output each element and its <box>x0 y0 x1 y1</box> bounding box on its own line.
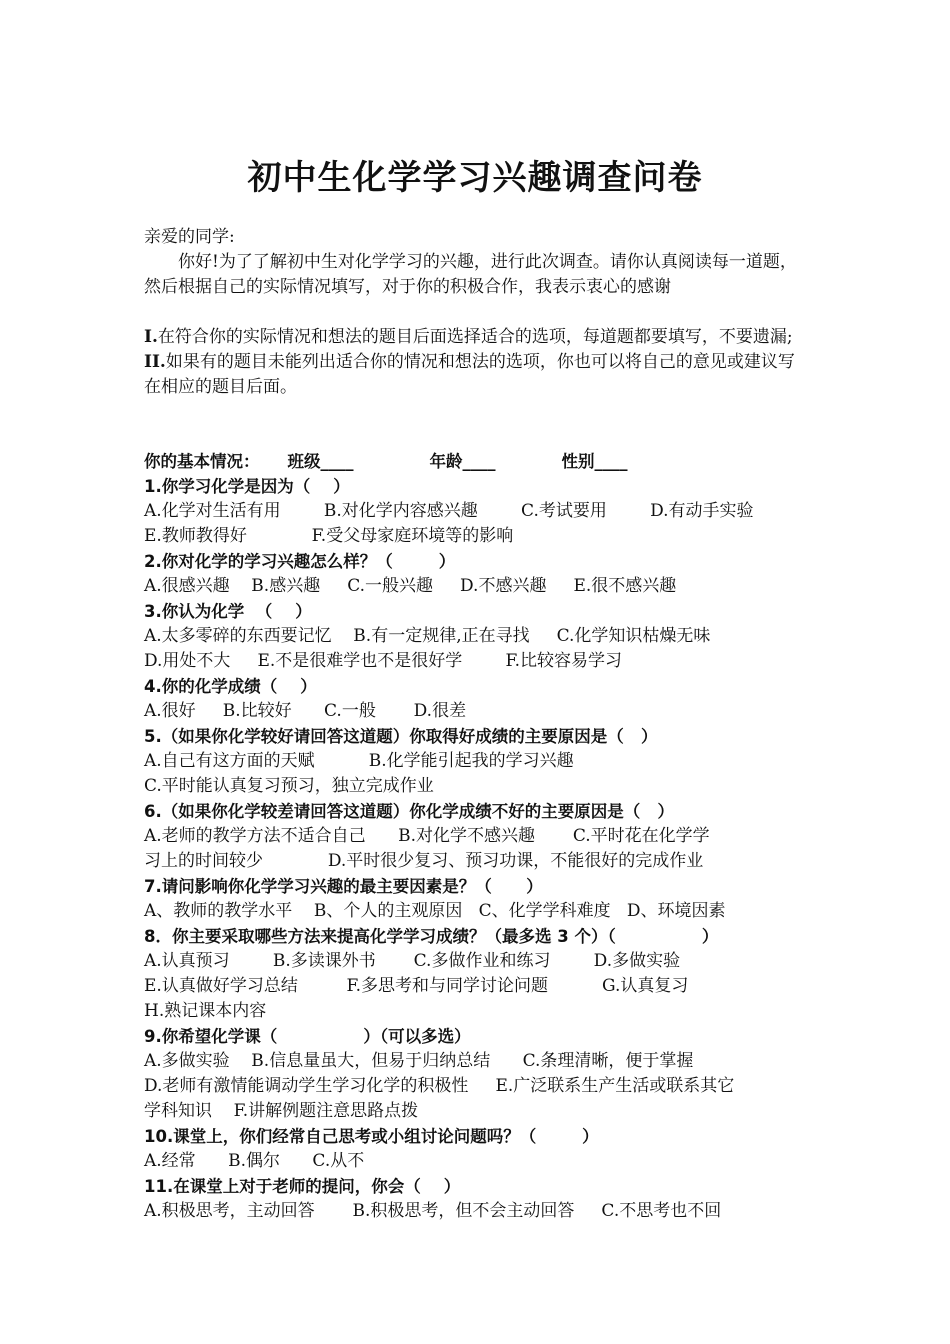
age-field[interactable]: 年龄____ <box>429 452 496 471</box>
question-options: E.教师教得好 F.受父母家庭环境等的影响 <box>144 526 514 546</box>
question-title: 7.请问影响你化学学习兴趣的最主要因素是？（ ） <box>144 877 543 896</box>
question-options: D.老师有激情能调动学生学习化学的积极性 E.广泛联系生产生活或联系其它 <box>144 1076 735 1096</box>
question-title: 9.你希望化学课（ ）（可以多选） <box>144 1027 471 1046</box>
question-options: E.认真做好学习总结 F.多思考和与同学讨论问题 G.认真复习 <box>144 976 689 996</box>
question-title: 8．你主要采取哪些方法来提高化学学习成绩？（最多选 3 个）（ ） <box>144 927 719 946</box>
question-options: A.很好 B.比较好 C.一般 D.很差 <box>144 701 467 721</box>
intro-section <box>144 225 809 400</box>
question-options: D.用处不大 E.不是很难学也不是很好学 F.比较容易学习 <box>144 651 623 671</box>
question-title: 5.（如果你化学较好请回答这道题）你取得好成绩的主要原因是（ ） <box>144 727 658 746</box>
question-options: A.多做实验 B.信息量虽大，但易于归纳总结 C.条理清晰，便于掌握 <box>144 1051 694 1071</box>
document-title: 初中生化学学习兴趣调查问卷 <box>247 158 703 198</box>
question-options: A.化学对生活有用 B.对化学内容感兴趣 C.考试要用 D.有动手实验 <box>144 501 754 521</box>
question-options: A.太多零碎的东西要记忆 B.有一定规律,正在寻找 C.化学知识枯燥无味 <box>144 626 711 646</box>
greeting: 亲爱的同学: <box>144 227 235 247</box>
instruction-2-text: 如果有的题目未能列出适合你的情况和想法的选项，你也可以将自己的意见或建议写在相应的题目后面。 <box>144 352 795 397</box>
instruction-1 <box>144 325 809 350</box>
class-field[interactable]: 班级____ <box>287 452 354 471</box>
intro-paragraph: 你好!为了了解初中生对化学学习的兴趣，进行此次调查。请你认真阅读每一道题，然后根据自己的实际情况填写，对于你的积极合作，我表示衷心的感谢 <box>144 252 797 297</box>
question-options: C.平时能认真复习预习，独立完成作业 <box>144 776 434 796</box>
question-title: 1.你学习化学是因为（ ） <box>144 477 350 496</box>
question-options: 习上的时间较少 D.平时很少复习、预习功课，不能很好的完成作业 <box>144 851 704 871</box>
question-options: A.老师的教学方法不适合自己 B.对化学不感兴趣 C.平时花在化学学 <box>144 826 710 846</box>
question-options: A.积极思考，主动回答 B.积极思考，但不会主动回答 C.不思考也不回 <box>144 1201 722 1221</box>
question-title: 6.（如果你化学较差请回答这道题）你化学成绩不好的主要原因是（ ） <box>144 802 674 821</box>
question-title: 3.你认为化学 （ ） <box>144 602 312 621</box>
question-options: A.经常 B.偶尔 C.从不 <box>144 1151 365 1171</box>
question-title: 2.你对化学的学习兴趣怎么样？（ ） <box>144 552 456 571</box>
instruction-1-text: 在符合你的实际情况和想法的题目后面选择适合的选项，每道题都要填写，不要遗漏; <box>157 327 793 347</box>
basic-info-label: 你的基本情况： <box>144 452 260 471</box>
question-title: 4.你的化学成绩（ ） <box>144 677 317 696</box>
question-options: A.自己有这方面的天赋 B.化学能引起我的学习兴趣 <box>144 751 574 771</box>
basic-info-row <box>144 449 809 474</box>
question-options: A、教师的教学水平 B、个人的主观原因 C、化学学科难度 D、环境因素 <box>144 901 726 921</box>
instruction-2-num: II. <box>144 352 166 372</box>
question-title: 11.在课堂上对于老师的提问，你会（ ） <box>144 1177 461 1196</box>
question-title: 10.课堂上，你们经常自己思考或小组讨论问题吗？（ ） <box>144 1127 599 1146</box>
instruction-2 <box>144 350 809 400</box>
question-options: A.认真预习 B.多读课外书 C.多做作业和练习 D.多做实验 <box>144 951 681 971</box>
questions-list <box>144 474 809 1224</box>
question-options: A.很感兴趣 B.感兴趣 C.一般兴趣 D.不感兴趣 E.很不感兴趣 <box>144 576 677 596</box>
question-options: H.熟记课本内容 <box>144 1001 267 1021</box>
gender-field[interactable]: 性别____ <box>561 452 628 471</box>
instruction-1-num: I. <box>144 327 158 347</box>
question-options: 学科知识 F.讲解例题注意思路点拨 <box>144 1101 419 1121</box>
